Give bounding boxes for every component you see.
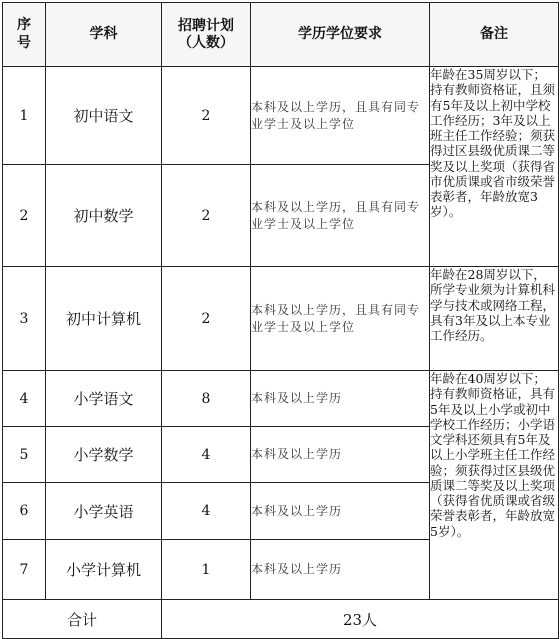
row-requirement: 本科及以上学历，且具有同专业学士及以上学位 xyxy=(251,67,430,165)
row-index: 4 xyxy=(3,371,46,427)
total-label: 合计 xyxy=(3,600,162,639)
header-index-text: 序号 xyxy=(17,17,31,51)
table-row xyxy=(3,67,559,165)
header-index xyxy=(3,3,46,67)
row-subject: 初中语文 xyxy=(46,67,162,165)
total-row xyxy=(3,600,559,639)
row-subject: 小学计算机 xyxy=(46,540,162,600)
row-requirement: 本科及以上学历，且具有同专业学士及以上学位 xyxy=(251,165,430,267)
header-note: 备注 xyxy=(430,3,559,67)
row-index: 2 xyxy=(3,165,46,267)
row-plan: 2 xyxy=(162,267,251,371)
header-plan-text: 招聘计划（人数） xyxy=(178,17,234,51)
row-requirement: 本科及以上学历 xyxy=(251,540,430,600)
row-requirement: 本科及以上学历 xyxy=(251,427,430,483)
note-group-4-7: 年龄在40周岁以下；持有教师资格证，具有5年及以上小学或初中学校工作经历；小学语文学科还须具有5年及以上小学班主任工作经验；须获得过区县级优质课二等奖及以上奖项（获得省优质课或省级荣誉表彰者，年龄放宽5岁）。 xyxy=(430,371,559,600)
row-plan: 2 xyxy=(162,67,251,165)
row-subject: 小学英语 xyxy=(46,483,162,540)
row-index: 7 xyxy=(3,540,46,600)
row-requirement: 本科及以上学历 xyxy=(251,371,430,427)
table-row xyxy=(3,371,559,427)
total-value: 23人 xyxy=(162,600,559,639)
row-plan: 4 xyxy=(162,483,251,540)
row-plan: 1 xyxy=(162,540,251,600)
row-subject: 初中计算机 xyxy=(46,267,162,371)
row-requirement: 本科及以上学历，且具有同专业学士及以上学位 xyxy=(251,267,430,371)
row-plan: 4 xyxy=(162,427,251,483)
table-row xyxy=(3,267,559,371)
row-index: 3 xyxy=(3,267,46,371)
header-plan xyxy=(162,3,251,67)
row-plan: 8 xyxy=(162,371,251,427)
row-requirement: 本科及以上学历 xyxy=(251,483,430,540)
header-requirement: 学历学位要求 xyxy=(251,3,430,67)
row-subject: 小学语文 xyxy=(46,371,162,427)
note-group-3: 年龄在28周岁以下，所学专业须为计算机科学与技术或网络工程，具有3年及以上本专业工作经历。 xyxy=(430,267,559,371)
header-row xyxy=(3,3,559,67)
row-index: 5 xyxy=(3,427,46,483)
row-index: 1 xyxy=(3,67,46,165)
row-index: 6 xyxy=(3,483,46,540)
row-subject: 小学数学 xyxy=(46,427,162,483)
row-subject: 初中数学 xyxy=(46,165,162,267)
row-plan: 2 xyxy=(162,165,251,267)
recruitment-table xyxy=(2,2,559,639)
note-group-1-2: 年龄在35周岁以下；持有教师资格证，且须有5年及以上初中学校工作经历；3年及以上班主任工作经验；须获得过区县级优质课二等奖及以上奖项（获得省市优质课或省市级荣誉表彰者，年龄放宽3岁）。 xyxy=(430,67,559,267)
header-subject: 学科 xyxy=(46,3,162,67)
